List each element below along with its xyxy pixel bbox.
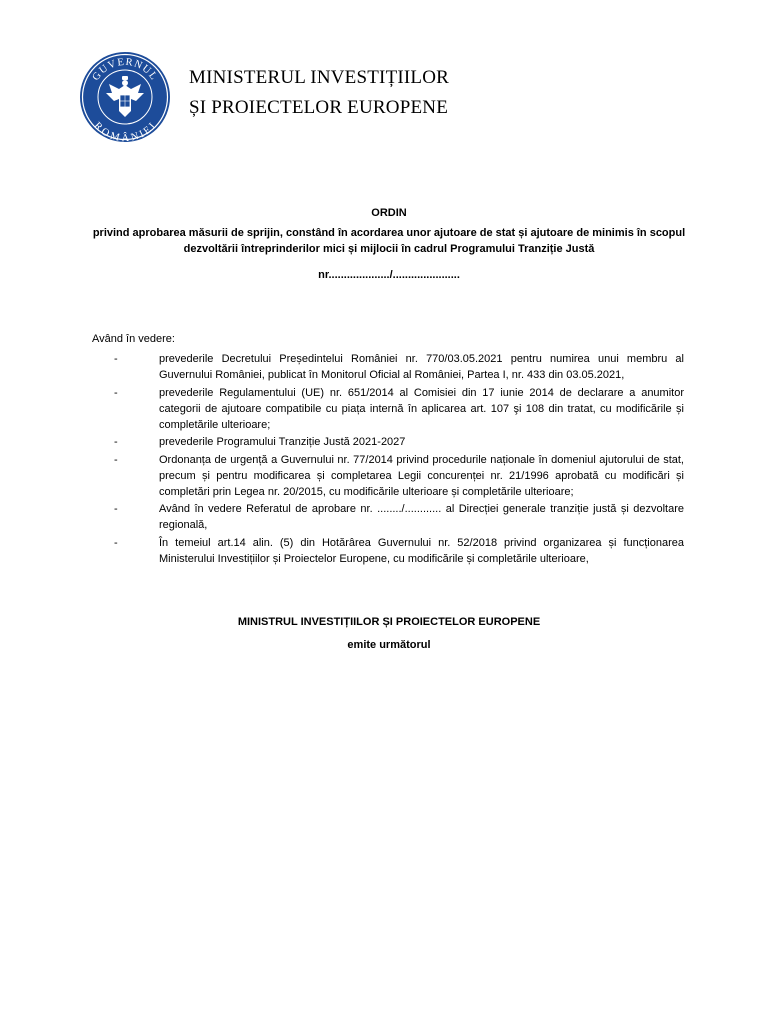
order-heading: ORDIN: [371, 207, 407, 219]
bullet: -: [114, 536, 118, 549]
list-item: [92, 535, 684, 567]
intro-text: Având în vedere:: [92, 333, 175, 345]
list-item: [92, 434, 684, 450]
minister-title: MINISTRUL INVESTIȚIILOR ȘI PROIECTELOR EUROPENE: [237, 616, 541, 628]
list-item: [92, 452, 684, 500]
clause-text: În temeiul art.14 alin. (5) din Hotărârea Guvernului nr. 52/2018 privind organizarea și funcționarea Ministerului Investițiilor și Proiectelor Europene, cu modificările și completările ulterioare,: [159, 536, 684, 565]
government-seal-icon: [79, 51, 171, 143]
ministry-line-2: ȘI PROIECTELOR EUROPENE: [189, 97, 448, 118]
list-item: [92, 351, 684, 383]
clause-text: prevederile Programului Tranziție Justă 2021-2027: [159, 436, 406, 448]
clause-text: Având în vedere Referatul de aprobare nr. ......../............ al Direcției generale tranziție justă și dezvoltare regională,: [159, 503, 684, 531]
bullet: -: [114, 436, 118, 448]
ministry-line-1: MINISTERUL INVESTIȚIILOR: [189, 67, 450, 88]
list-item: [92, 501, 684, 533]
bullet: -: [114, 503, 118, 515]
clause-list: [92, 351, 684, 568]
ministry-name: [189, 63, 449, 123]
list-item: [92, 385, 684, 433]
clause-text: Ordonanța de urgență a Guvernului nr. 77/2014 privind procedurile naționale în domeniul ajutorului de stat, precum și pentru modificarea și completarea Legii concurenței nr. 21/1996 aprobată cu modificări și completări prin Legea nr. 20/2015, cu modificările ulterioare și completările ulterioare;: [159, 453, 684, 498]
emits-text: emite următorul: [347, 639, 431, 651]
bullet: -: [114, 353, 118, 365]
order-title-block: [90, 205, 688, 283]
clause-text: prevederile Regulamentului (UE) nr. 651/2014 al Comisiei din 17 iunie 2014 de declarare a anumitor categorii de ajutoare compatibile cu piața internă în aplicarea art. 107 şi 108 din tratat, cu modificările și completările ulterioare;: [159, 386, 684, 431]
bullet: -: [114, 453, 118, 466]
order-number: nr..................../......................: [318, 269, 460, 281]
bullet: -: [114, 386, 118, 399]
closing-block: [90, 614, 688, 653]
order-subject: privind aprobarea măsurii de sprijin, constând în acordarea unor ajutoare de stat și ajutoare de minimis în scopul dezvoltării întreprinderilor mici și mijlocii în cadrul Programului Tranziție Justă: [92, 227, 686, 255]
seal-text-top: GUVERNUL: [90, 56, 160, 83]
clause-text: prevederile Decretului Președintelui României nr. 770/03.05.2021 pentru numirea unui membru al Guvernului României, publicat în Monitorul Oficial al României, Partea I, nr. 433 din 03.05.2021,: [159, 353, 684, 381]
seal-text-bottom: ROMÂNIEI: [91, 120, 160, 143]
